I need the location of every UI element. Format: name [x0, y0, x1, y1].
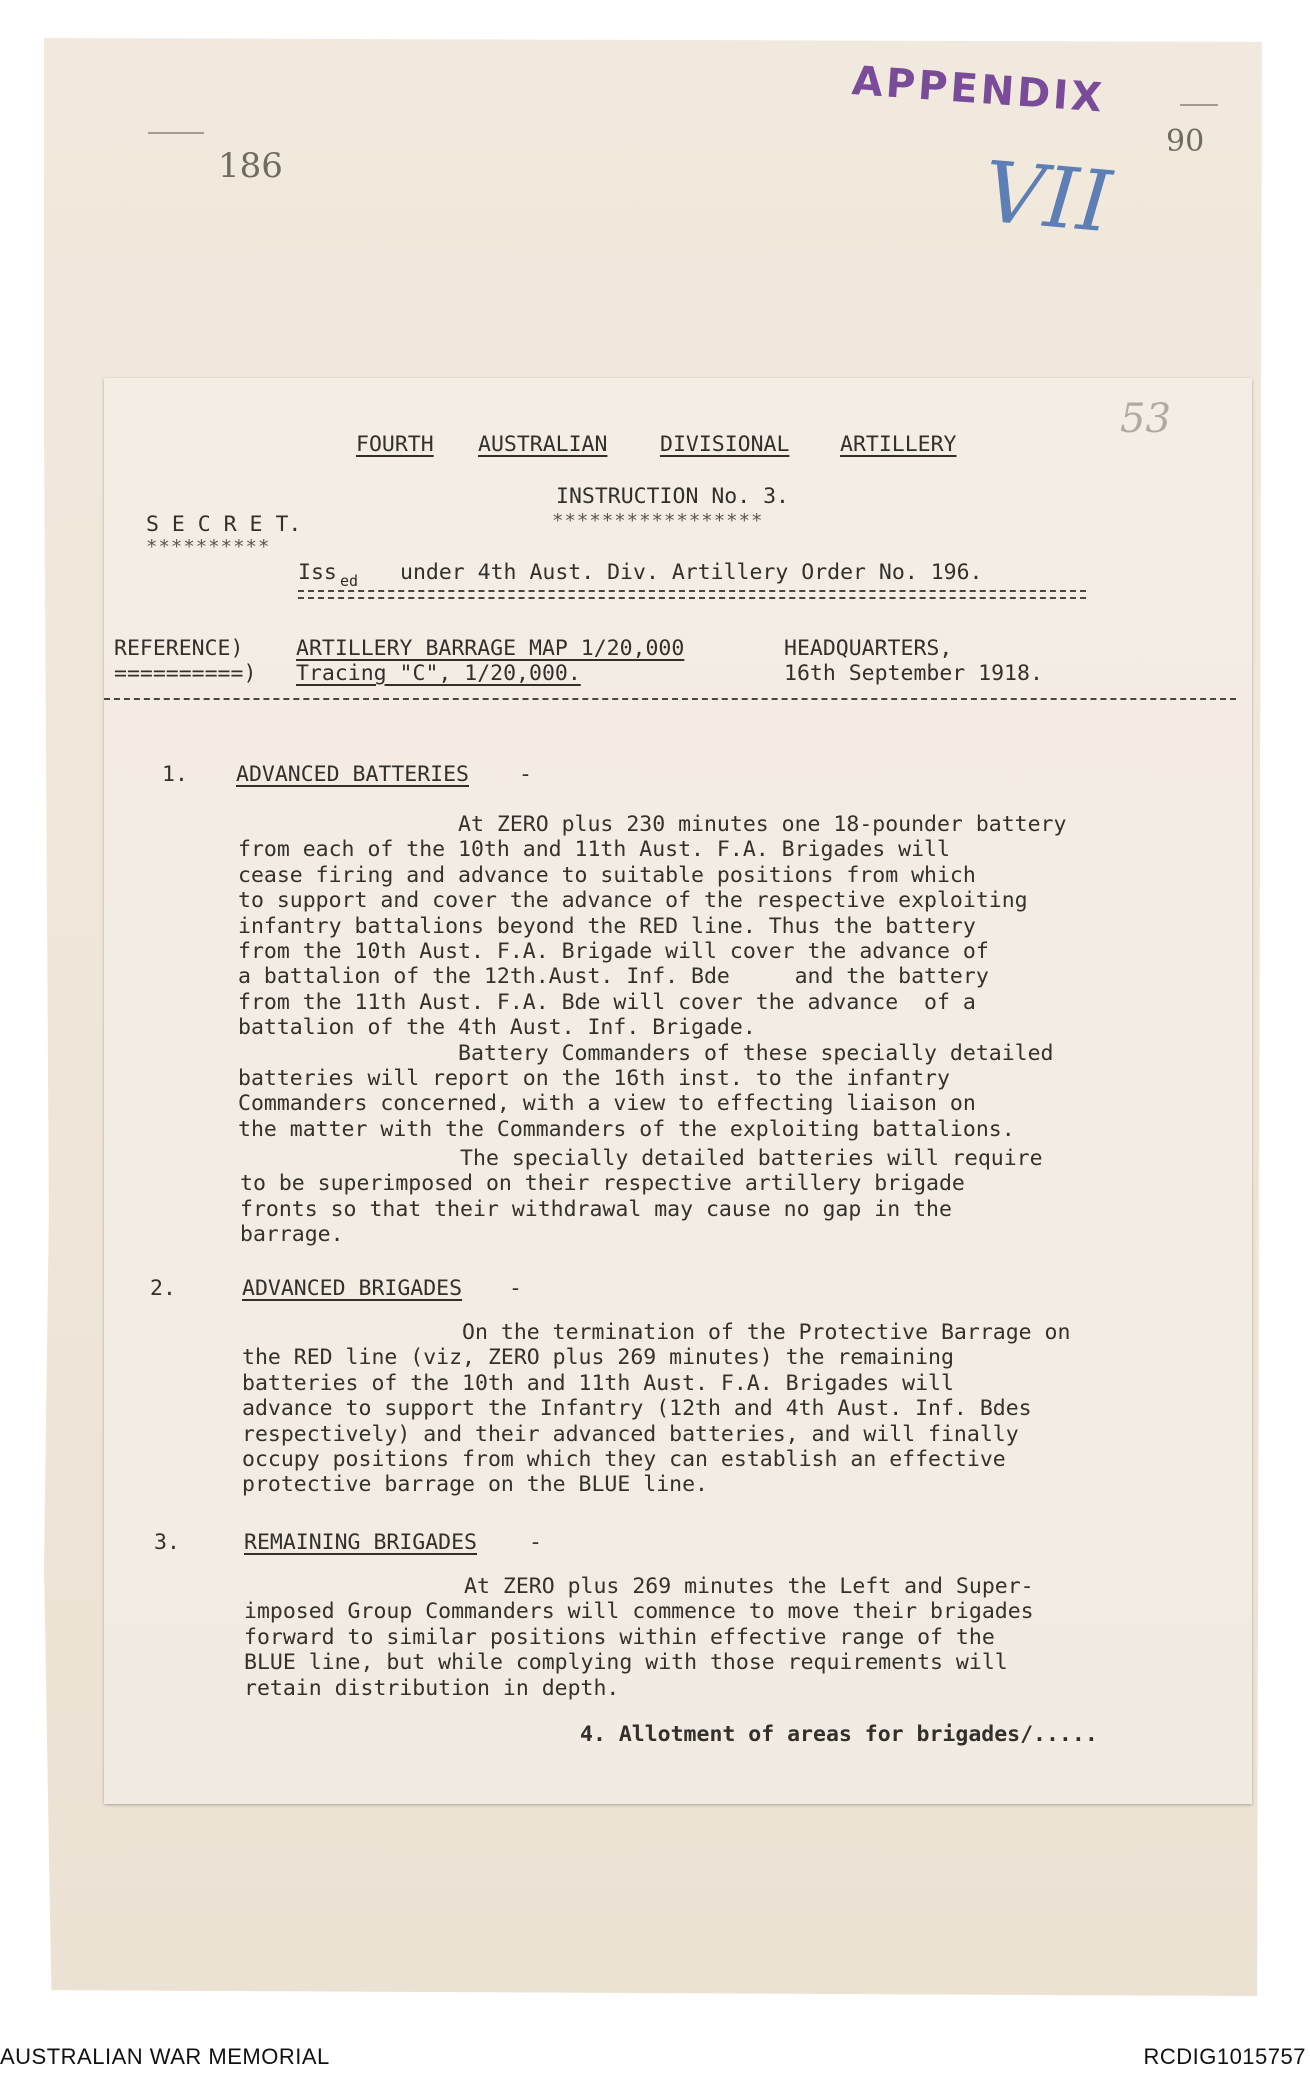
section-1-dash: -: [506, 762, 532, 787]
title-word-4: ARTILLERY: [840, 432, 957, 457]
instruction-number: INSTRUCTION No. 3.: [556, 484, 789, 509]
footer-institution: AUSTRALIAN WAR MEMORIAL: [0, 2044, 330, 2069]
title-word-3: DIVISIONAL: [660, 432, 790, 457]
section-1-body-cont: The specially detailed batteries will require to be superimposed on their respective artillery brigade fronts so that their withdrawal may cause no gap in the barrage.: [240, 1146, 1043, 1248]
section-3-heading: REMAINING BRIGADES: [244, 1530, 477, 1555]
issued-subscript: ed: [340, 572, 359, 590]
folio-dash-left: [148, 132, 204, 134]
folio-dash-right: [1180, 104, 1218, 106]
headquarters-date: 16th September 1918.: [784, 661, 1043, 686]
section-1-heading: ADVANCED BATTERIES: [236, 762, 469, 787]
section-1-number: 1.: [162, 762, 188, 787]
section-2-dash: -: [496, 1276, 522, 1301]
reference-tracing: Tracing "C", 1/20,000.: [296, 661, 581, 686]
pencil-page-number: 53: [1120, 396, 1171, 442]
title-word-2: AUSTRALIAN: [478, 432, 608, 457]
section-3-body: At ZERO plus 269 minutes the Left and Super- imposed Group Commanders will commence to move their brigades forward to similar positions within effective range of the BLUE line, but while complying with those requirements will retain distribution in depth.: [244, 1574, 1034, 1701]
issued-line: under 4th Aust. Div. Artillery Order No. 196.: [400, 560, 983, 585]
issued-prefix: Iss: [298, 560, 337, 585]
header-dashed-rule: [104, 698, 1236, 700]
section-1-body: At ZERO plus 230 minutes one 18-pounder battery from each of the 10th and 11th Aust. F.A. Brigades will cease firing and advance to suitable positions from which to support and cover the advance of the respective exploiting infantry battalions beyond the RED line. Thus the battery from the 10th Aust. F.A. Brigade will cover the advance of a battalion of the 12th.Aust. Inf. Bde and the battery from the 11th Aust. F.A. Bde will cover the advance of a battalion of the 4th Aust. Inf. Brigade. Battery Commanders of these specially detailed batteries will report on the 16th inst. to the infantry Commanders concerned, with a view to effecting liaison on the matter with the Commanders of the exploiting battalions.: [238, 812, 1067, 1142]
classification: S E C R E T.: [146, 512, 302, 537]
appendix-stamp: APPENDIX: [850, 58, 1107, 122]
footer-identifier: RCDIG1015757: [1143, 2044, 1306, 2069]
reference-label: REFERENCE): [114, 636, 244, 661]
section-3-number: 3.: [154, 1530, 180, 1555]
issued-double-rule: [298, 590, 1086, 599]
classification-underline: **********: [146, 536, 271, 558]
folio-number-right: 90: [1166, 124, 1205, 159]
continuation-catchword: 4. Allotment of areas for brigades/.....: [580, 1722, 1098, 1747]
section-2-heading: ADVANCED BRIGADES: [242, 1276, 463, 1301]
section-3-dash: -: [516, 1530, 542, 1555]
reference-label-rule: ==========): [114, 661, 257, 686]
title-word-1: FOURTH: [356, 432, 434, 457]
folio-number-left: 186: [218, 146, 283, 186]
headquarters-label: HEADQUARTERS,: [784, 636, 953, 661]
instruction-underline: *****************: [552, 510, 764, 532]
reference-map: ARTILLERY BARRAGE MAP 1/20,000: [296, 636, 685, 661]
section-2-body: On the termination of the Protective Barrage on the RED line (viz, ZERO plus 269 minutes) the remaining batteries of the 10th and 11th Aust. F.A. Brigades will advance to support the Infantry (12th and 4th Aust. Inf. Bdes respectively) and their advanced batteries, and will finally occupy positions from which they can establish an effective protective barrage on the BLUE line.: [242, 1320, 1071, 1498]
appendix-numeral: VII: [979, 142, 1116, 252]
section-2-number: 2.: [150, 1276, 176, 1301]
